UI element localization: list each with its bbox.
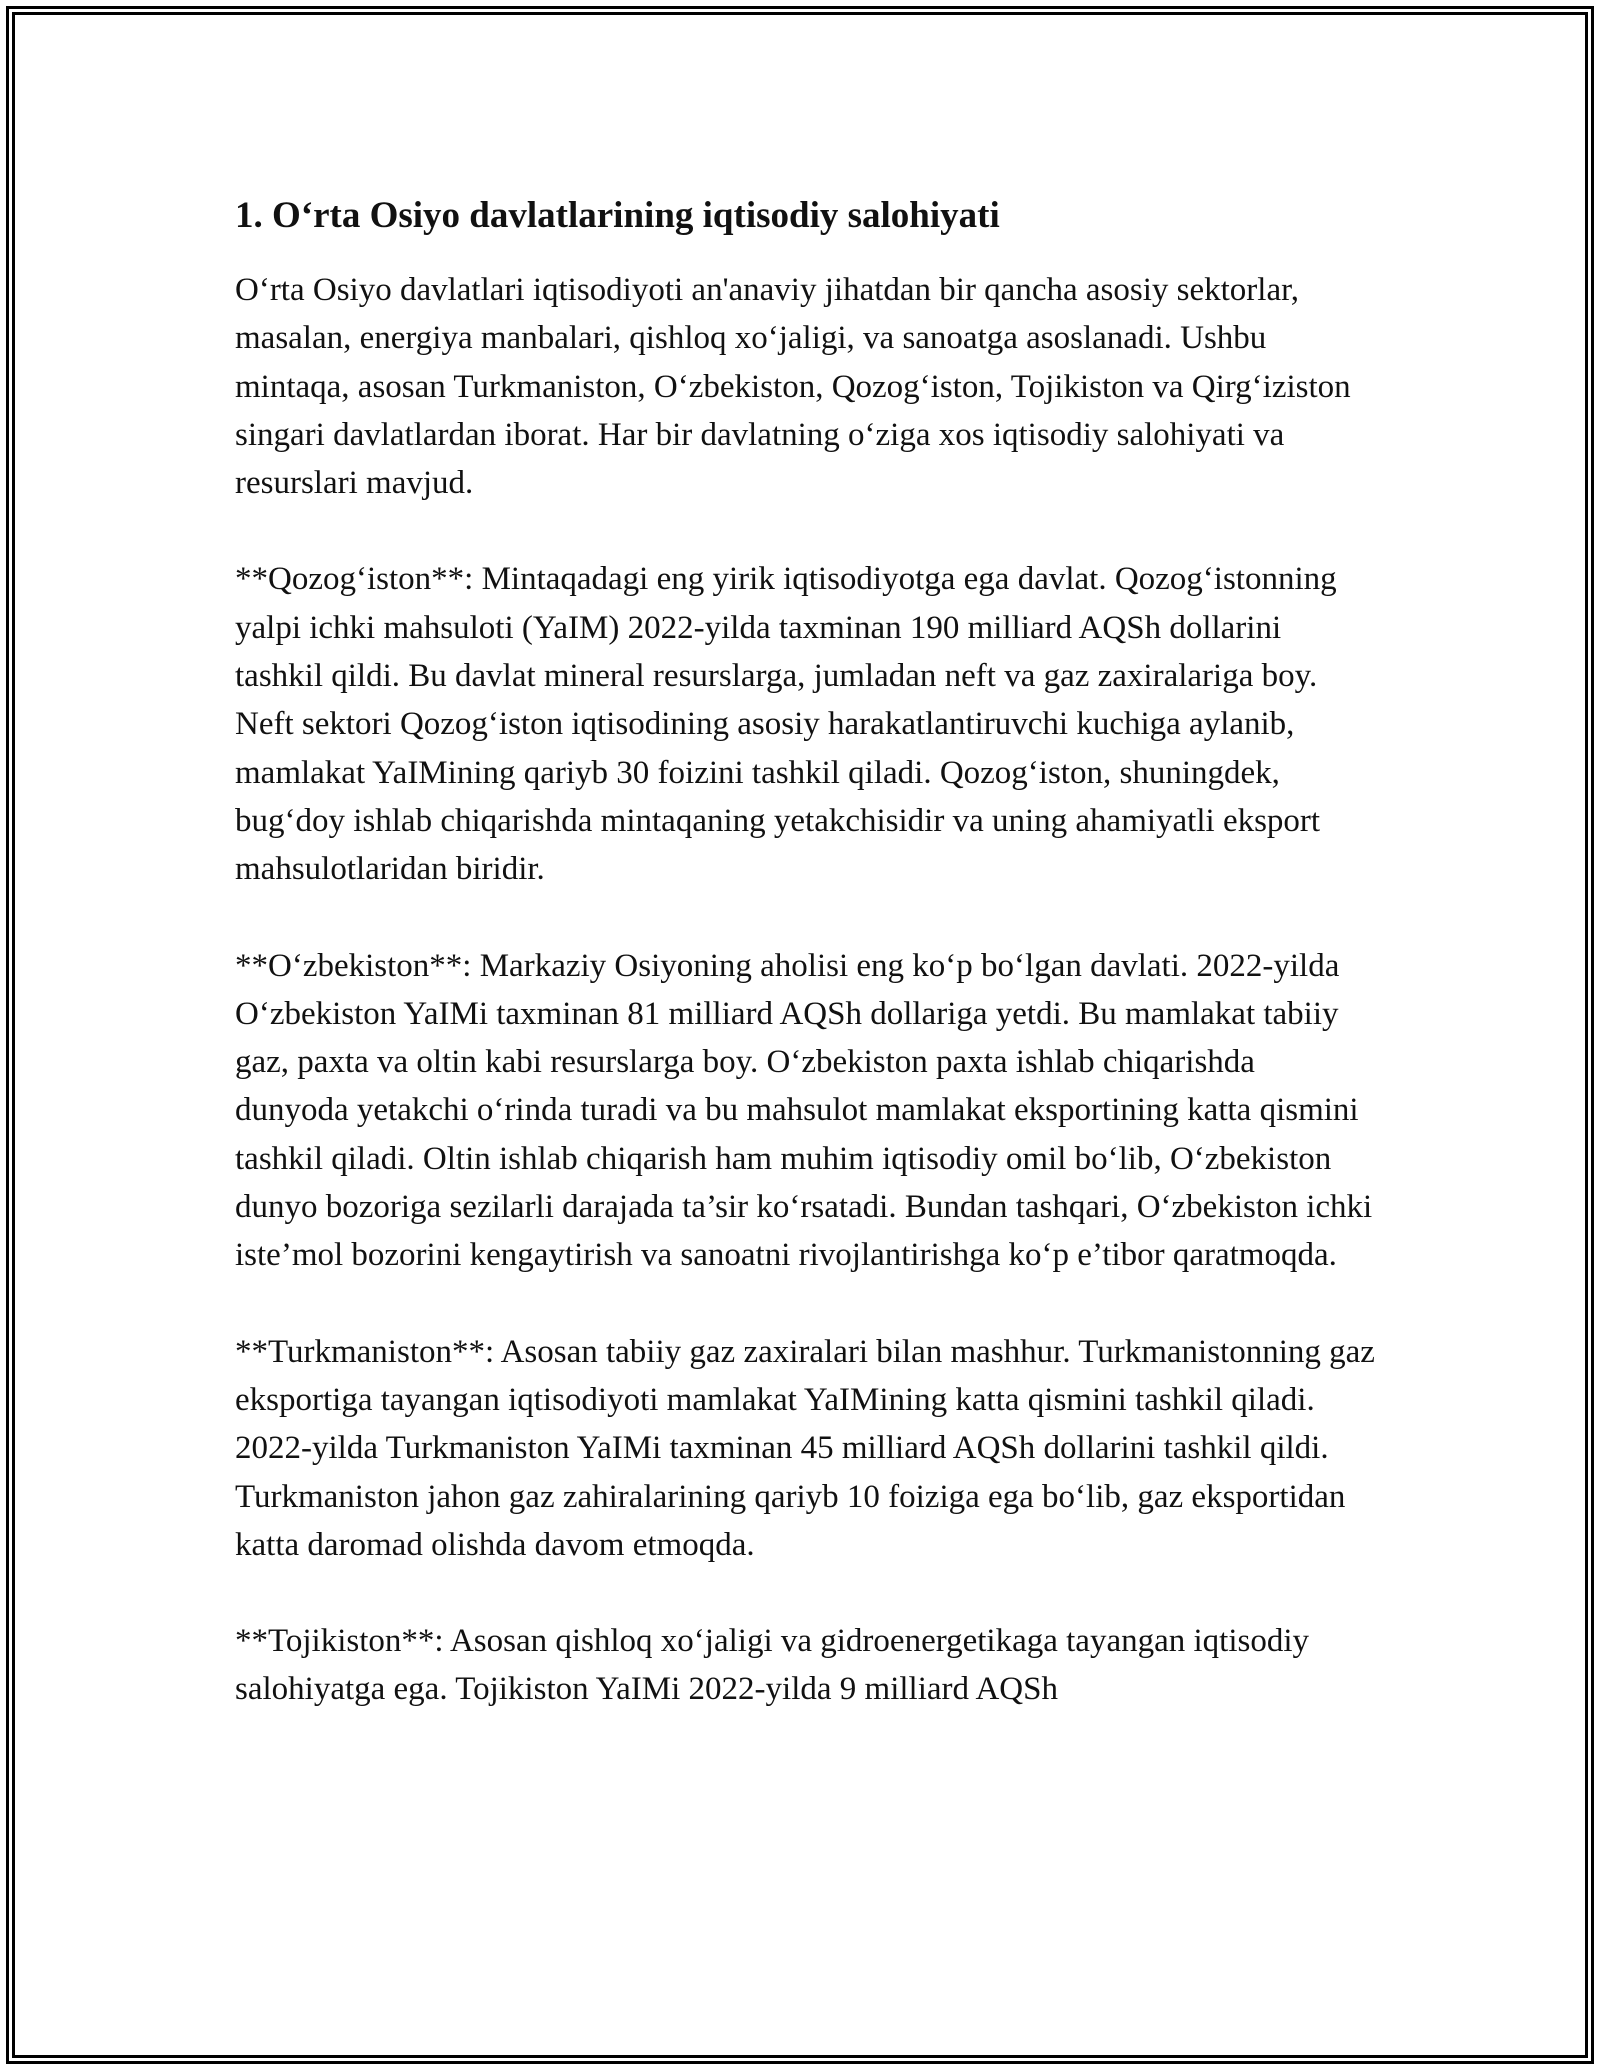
paragraph-intro: O‘rta Osiyo davlatlari iqtisodiyoti an'anaviy jihatdan bir qancha asosiy sektorlar, masalan, energiya manbalari, qishloq xo‘jaligi, va sanoatga asoslanadi. Ushbu mintaqa, asosan Turkmaniston, O‘zbekiston, Qozog‘iston, Tojikiston va Qirg‘iziston singari davlatlardan iborat. Har bir davlatning o‘ziga xos iqtisodiy salohiyati va resurslari mavjud. [235, 272, 1351, 502]
document-body [235, 188, 1375, 1762]
section-heading: 1. O‘rta Osiyo davlatlarining iqtisodiy salohiyati [235, 195, 1000, 236]
paragraph-turkmenistan: **Turkmaniston**: Asosan tabiiy gaz zaxiralari bilan mashhur. Turkmanistonning gaz eksportiga tayangan iqtisodiyoti mamlakat YaIMining katta qismini tashkil qiladi. 2022-yilda Turkmaniston YaIMi taxminan 45 milliard AQSh dollarini tashkil qildi. Turkmaniston jahon gaz zahiralarining qariyb 10 foiziga ega bo‘lib, gaz eksportidan katta daromad olishda davom etmoqda. [235, 1333, 1375, 1563]
paragraph-kazakhstan: **Qozog‘iston**: Mintaqadagi eng yirik iqtisodiyotga ega davlat. Qozog‘istonning yalpi ichki mahsuloti (YaIM) 2022-yilda taxminan 190 milliard AQSh dollarini tashkil qildi. Bu davlat mineral resurslarga, jumladan neft va gaz zaxiralariga boy. Neft sektori Qozog‘iston iqtisodining asosiy harakatlantiruvchi kuchiga aylanib, mamlakat YaIMining qariyb 30 foizini tashkil qiladi. Qozog‘iston, shuningdek, bug‘doy ishlab chiqarishda mintaqaning yetakchisidir va uning ahamiyatli eksport mahsulotlaridan biridir. [235, 561, 1337, 888]
paragraph-tajikistan: **Tojikiston**: Asosan qishloq xo‘jaligi va gidroenergetikaga tayangan iqtisodiy salohiyatga ega. Tojikiston YaIMi 2022-yilda 9 milliard AQSh [235, 1623, 1310, 1708]
paragraph-uzbekistan: **O‘zbekiston**: Markaziy Osiyoning aholisi eng ko‘p bo‘lgan davlati. 2022-yilda O‘zbekiston YaIMi taxminan 81 milliard AQSh dollariga yetdi. Bu mamlakat tabiiy gaz, paxta va oltin kabi resurslarga boy. O‘zbekiston paxta ishlab chiqarishda dunyoda yetakchi o‘rinda turadi va bu mahsulot mamlakat eksportining katta qismini tashkil qiladi. Oltin ishlab chiqarish ham muhim iqtisodiy omil bo‘lib, O‘zbekiston dunyo bozoriga sezilarli darajada ta’sir ko‘rsatadi. Bundan tashqari, O‘zbekiston ichki iste’mol bozorini kengaytirish va sanoatni rivojlantirishga ko‘p e’tibor qaratmoqda. [235, 947, 1373, 1274]
